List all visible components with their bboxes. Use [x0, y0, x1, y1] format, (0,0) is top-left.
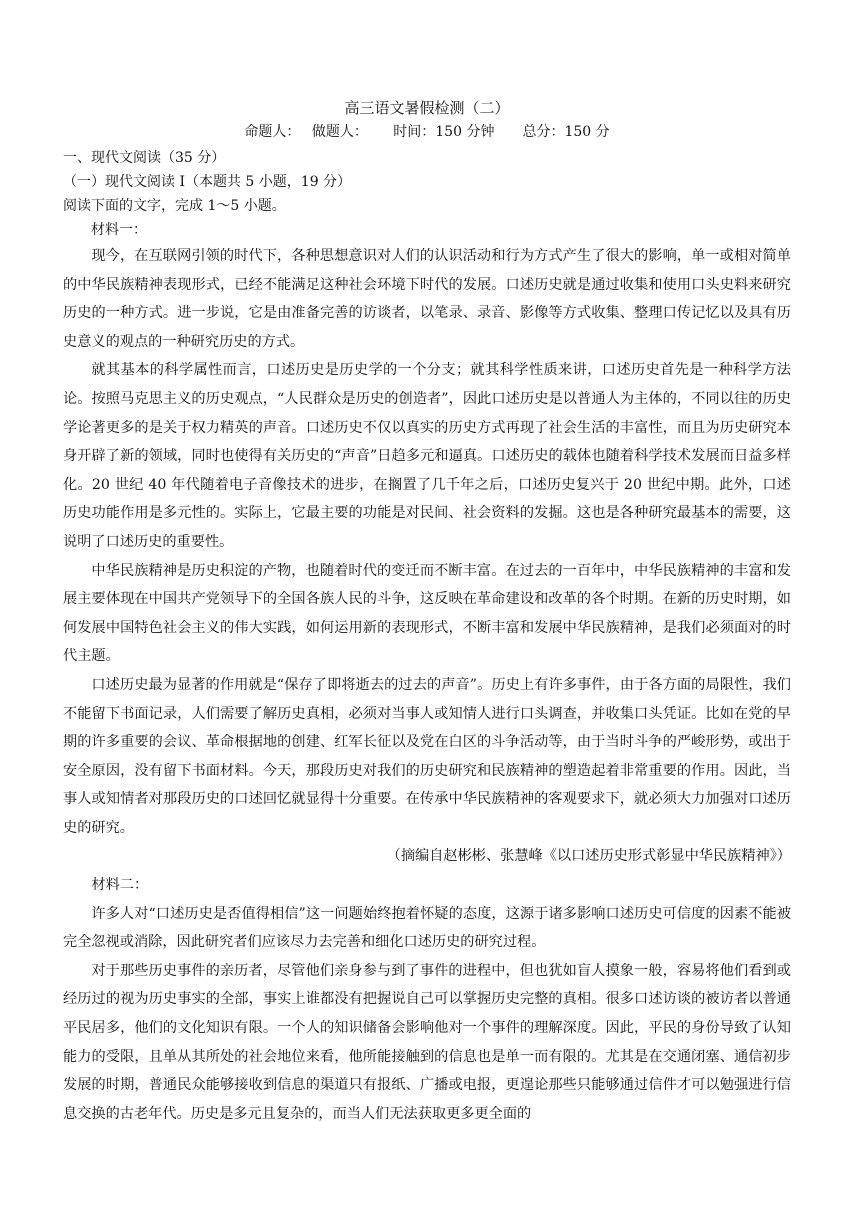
material-one-source: （摘编自赵彬彬、张慧峰《以口述历史形式彰显中华民族精神》） [386, 848, 791, 865]
material-one-paragraph-2: 就其基本的科学属性而言，口述历史是历史学的一个分支；就其科学性质来讲，口述历史首先是一种科学方法论。按照马克思主义的历史观点，“人民群众是历史的创造者”，因此口述历史是以普通人为主体的，不同以往的历史学论著更多的是关于权力精英的声音。口述历史不仅以真实的历史方式再现了社会生活的丰富性，而且为历史研究本身开辟了新的领域，同时也使得有关历史的“声音”日趋多元和逼真。口述历史的载体也随着科学技术发展而日益多样化。20 世纪 40 年代随着电子音像技术的进步，在搁置了几千年之后，口述历史复兴于 20 世纪中期。此外，口述历史功能作用是多元性的。实际上，它最主要的功能是对民间、社会资料的发掘。这也是各种研究最基本的需要，这说明了口述历史的重要性。 [63, 362, 791, 550]
material-two-paragraph-2: 对于那些历史事件的亲历者，尽管他们亲身参与到了事件的进程中，但也犹如盲人摸象一般，容易将他们看到或经历过的视为历史事实的全部，事实上谁都没有把握说自己可以掌握历史完整的真相。很多口述访谈的被访者以普通平民居多，他们的文化知识有限。一个人的知识储备会影响他对一个事件的理解深度。因此，平民的身份导致了认知能力的受限，且单从其所处的社会地位来看，他所能接触到的信息也是单一而有限的。尤其是在交通闭塞、通信初步发展的时期，普通民众能够接收到信息的渠道只有报纸、广播或电报，更遑论那些只能够通过信件才可以勉强进行信息交换的古老年代。历史是多元且复杂的，而当人们无法获取更多更全面的 [63, 962, 791, 1122]
exam-title: 高三语文暑假检测（二） [344, 99, 510, 117]
material-one-paragraph-3: 中华民族精神是历史积淀的产物，也随着时代的变迁而不断丰富。在过去的一百年中，中华民族精神的丰富和发展主要体现在中国共产党领导下的全国各族人民的斗争，这反映在革命建设和改革的各个时期。在新的历史时期，如何发展中国特色社会主义的伟大实践，如何运用新的表现形式，不断丰富和发展中华民族精神，是我们必须面对的时代主题。 [63, 562, 791, 665]
material-two-label: 材料二： [91, 877, 149, 894]
material-one-paragraph-4: 口述历史最为显著的作用就是“保存了即将逝去的过去的声音”。历史上有许多事件，由于各方面的局限性，我们不能留下书面记录，人们需要了解历史真相，必须对当事人或知情人进行口头调查，并收集口头凭证。比如在党的早期的许多重要的会议、革命根据地的创建、红军长征以及党在白区的斗争活动等，由于当时斗争的严峻形势，或出于安全原因，没有留下书面材料。今天，那段历史对我们的历史研究和民族精神的塑造起着非常重要的作用。因此，当事人或知情者对那段历史的口述回忆就显得十分重要。在传承中华民族精神的客观要求下，就必须大力加强对口述历史的研究。 [63, 676, 791, 836]
material-one-paragraph-1: 现今，在互联网引领的时代下，各种思想意识对人们的认识活动和行为方式产生了很大的影响，单一或相对简单的中华民族精神表现形式，已经不能满足这种社会环境下时代的发展。口述历史就是通过收集和使用口头史料来研究历史的一种方式。进一步说，它是由准备完善的访谈者，以笔录、录音、影像等方式收集、整理口传记忆以及具有历史意义的观点的一种研究历史的方式。 [63, 248, 791, 350]
section-heading: 一、现代文阅读（35 分） [63, 150, 226, 166]
material-two-paragraph-1: 许多人对“口述历史是否值得相信”这一问题始终抱着怀疑的态度，这源于诸多影响口述历史可信度的因素不能被完全忽视或消除，因此研究者们应该尽力去完善和细化口述历史的研究过程。 [63, 905, 791, 951]
material-one-label: 材料一： [91, 222, 147, 238]
reading-instruction: 阅读下面的文字，完成 1～5 小题。 [63, 198, 286, 214]
exam-meta: 命题人： 做题人： 时间：150 分钟 总分：150 分 [244, 124, 610, 140]
sub-section-heading: （一）现代文阅读 I（本题共 5 小题，19 分） [63, 174, 352, 190]
exam-page [63, 96, 791, 1128]
